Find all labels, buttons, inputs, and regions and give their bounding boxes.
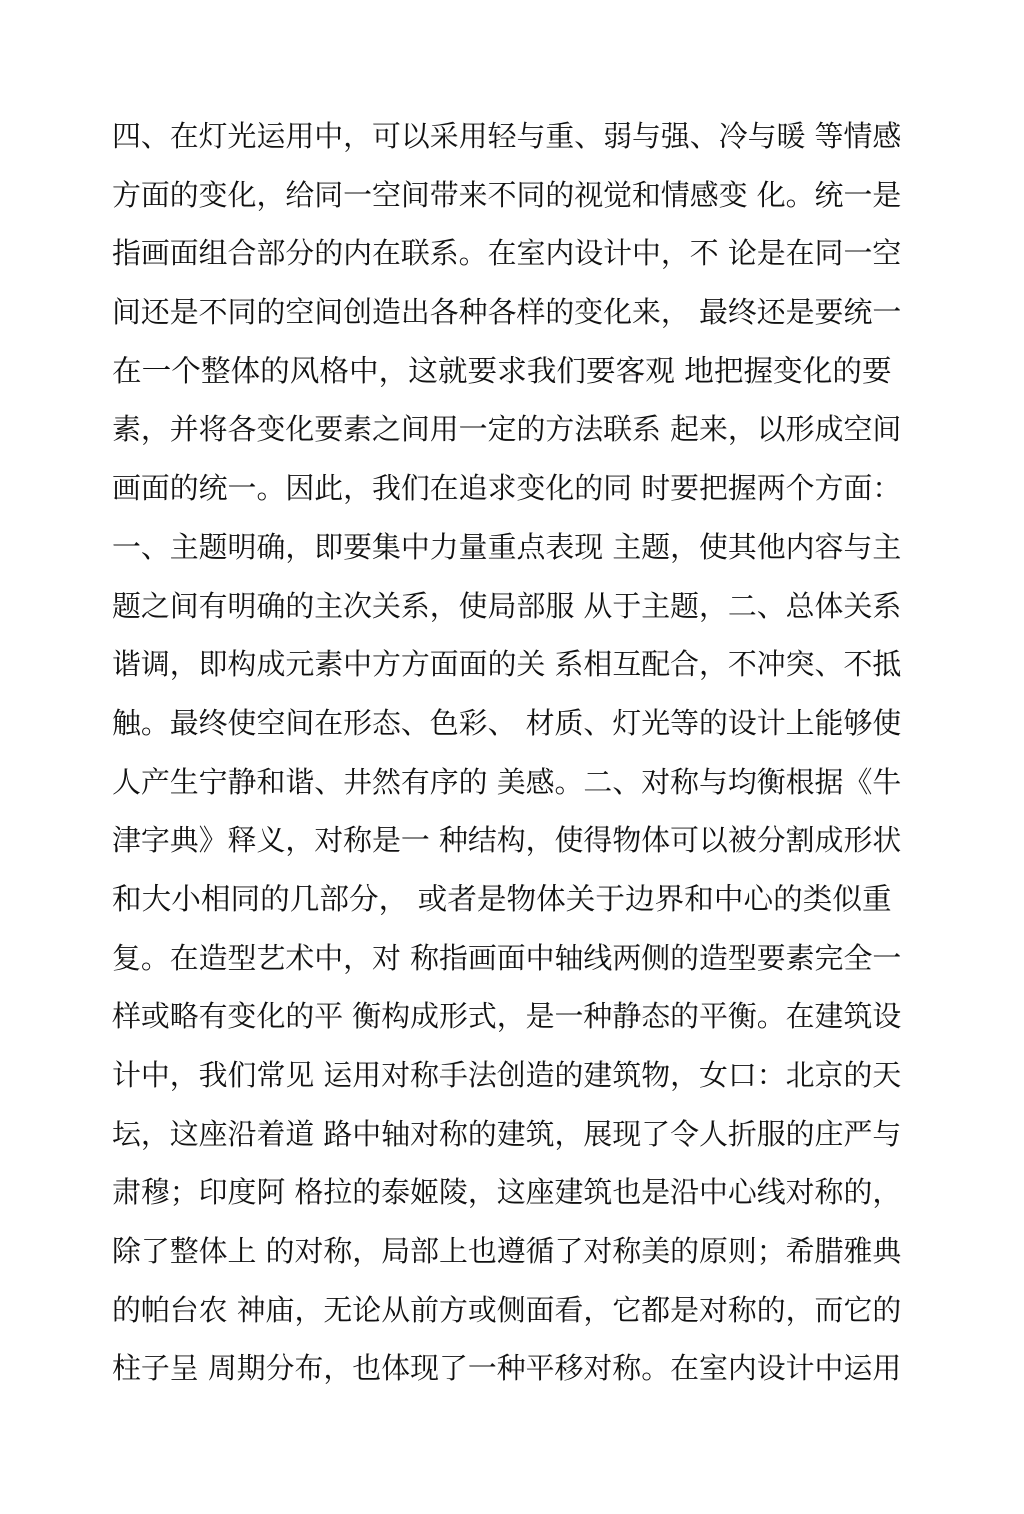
text-line: 人产生宁静和谐、井然有序的 美感。二、对称与均衡根据《牛 <box>112 764 902 799</box>
text-line: 间还是不同的空间创造出各种各样的变化来， 最终还是要统一 <box>112 295 902 330</box>
text-line: 题之间有明确的主次关系，使局部服 从于主题，二、总体关系 <box>112 588 902 623</box>
text-line: 一、主题明确，即要集中力量重点表现 主题，使其他内容与主 <box>112 529 902 564</box>
body-text <box>112 107 912 1398</box>
text-line: 在一个整体的风格中，这就要求我们要客观 地把握变化的要 <box>112 352 892 388</box>
text-line: 和大小相同的几部分， 或者是物体关于边界和中心的类似重 <box>112 880 892 916</box>
text-line: 指画面组合部分的内在联系。在室内设计中，不 论是在同一空 <box>112 236 902 271</box>
text-line: 的帕台农 神庙，无论从前方或侧面看，它都是对称的，而它的 <box>112 1292 902 1327</box>
text-line: 柱子呈 周期分布，也体现了一种平移对称。在室内设计中运用 <box>112 1351 902 1386</box>
text-line: 肃穆；印度阿 格拉的泰姬陵，这座建筑也是沿中心线对称的， <box>112 1175 902 1210</box>
text-line: 方面的变化，给同一空间带来不同的视觉和情感变 化。统一是 <box>112 177 902 212</box>
text-line: 坛，这座沿着道 路中轴对称的建筑，展现了令人折服的庄严与 <box>112 1116 902 1151</box>
text-line: 样或略有变化的平 衡构成形式，是一种静态的平衡。在建筑设 <box>112 999 902 1034</box>
text-line: 除了整体上 的对称，局部上也遵循了对称美的原则；希腊雅典 <box>112 1234 902 1269</box>
text-line: 画面的统一。因此，我们在追求变化的同 时要把握两个方面： <box>112 471 902 506</box>
text-line: 谐调，即构成元素中方方面面的关 系相互配合，不冲突、不抵 <box>112 647 902 682</box>
text-line: 计中，我们常见 运用对称手法创造的建筑物，女口：北京的天 <box>112 1058 902 1092</box>
text-line: 触。最终使空间在形态、色彩、 材质、灯光等的设计上能够使 <box>112 705 902 740</box>
text-line: 津字典》释义，对称是一 种结构，使得物体可以被分割成形状 <box>112 823 902 858</box>
text-line: 四、在灯光运用中，可以采用轻与重、弱与强、冷与暖 等情感 <box>112 119 902 153</box>
text-line: 复。在造型艺术中，对 称指画面中轴线两侧的造型要素完全一 <box>112 940 902 975</box>
text-line: 素，并将各变化要素之间用一定的方法联系 起来，以形成空间 <box>112 412 902 447</box>
